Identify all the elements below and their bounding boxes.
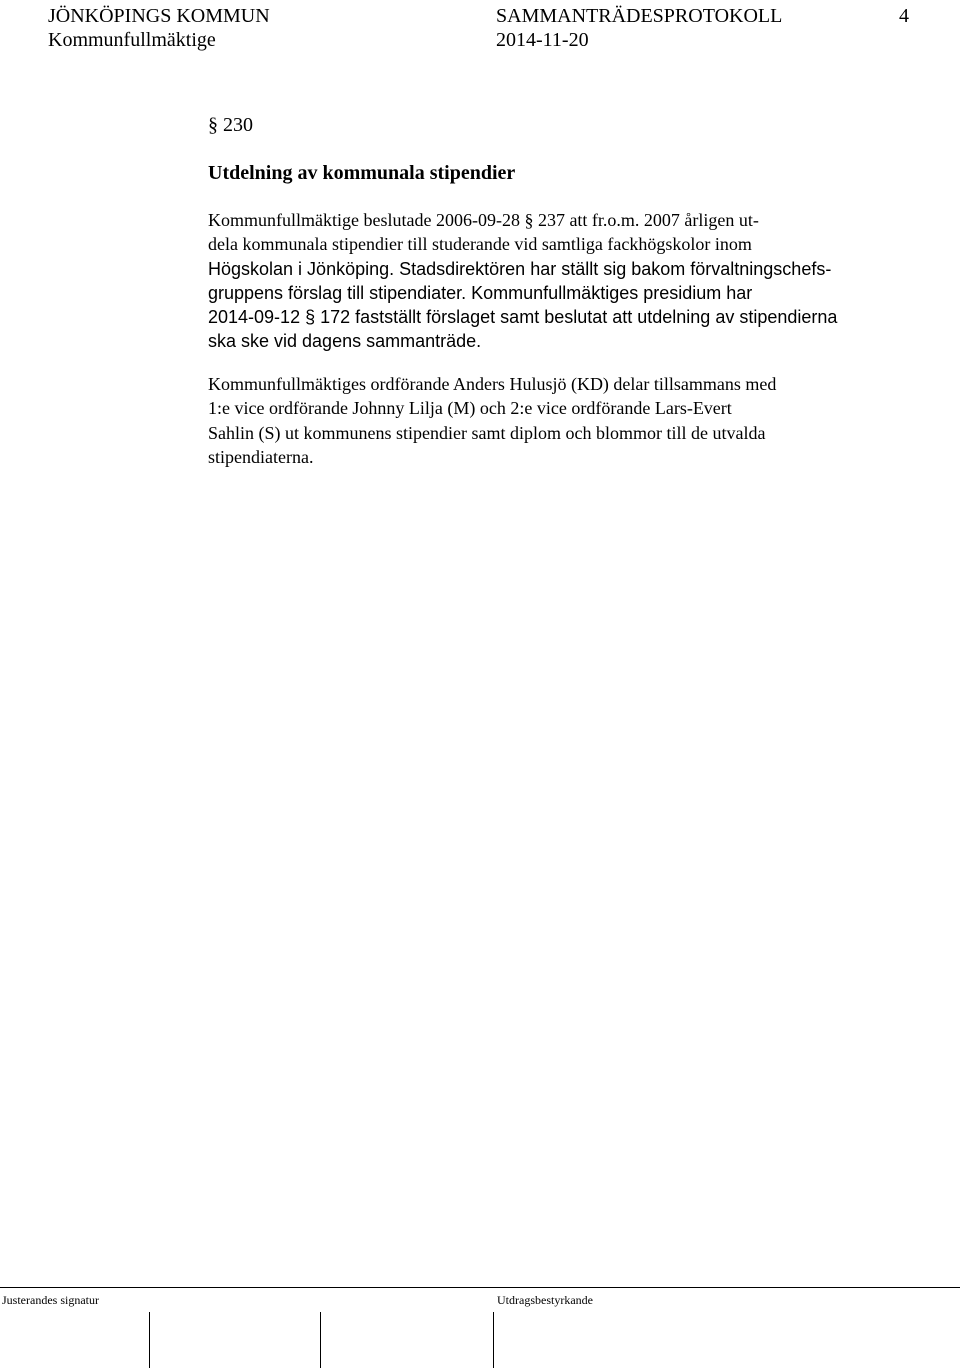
paragraph-line: Högskolan i Jönköping. Stadsdirektören har ställt sig bakom förvaltningschefs- bbox=[208, 258, 832, 279]
signature-label: Justerandes signatur bbox=[2, 1293, 99, 1307]
paragraph-line: 2014-09-12 § 172 fastställt förslaget samt beslutat att utdelning av stipendierna bbox=[208, 307, 838, 328]
signature-box-divider bbox=[149, 1312, 150, 1368]
extract-certification-label: Utdragsbestyrkande bbox=[497, 1293, 593, 1307]
section-symbol: § bbox=[208, 114, 218, 136]
paragraph-award-ceremony bbox=[208, 372, 888, 469]
section-number-value: 230 bbox=[223, 114, 253, 136]
body-name: Kommunfullmäktige bbox=[48, 29, 216, 51]
page-number: 4 bbox=[899, 5, 909, 27]
signature-box-divider bbox=[493, 1312, 494, 1368]
paragraph-line: 1:e vice ordförande Johnny Lilja (M) och 2:e vice ordförande Lars-Evert bbox=[208, 398, 732, 419]
meeting-date: 2014-11-20 bbox=[496, 29, 589, 51]
signature-box-divider bbox=[320, 1312, 321, 1368]
paragraph-decision-history bbox=[208, 208, 888, 354]
paragraph-line: dela kommunala stipendier till studerande vid samtliga fackhögskolor inom bbox=[208, 234, 752, 255]
document-type: SAMMANTRÄDESPROTOKOLL bbox=[496, 5, 783, 27]
paragraph-line: Kommunfullmäktiges ordförande Anders Hulusjö (KD) delar tillsammans med bbox=[208, 374, 777, 394]
paragraph-line: Kommunfullmäktige beslutade 2006-09-28 § 237 att fr.o.m. 2007 årligen ut- bbox=[208, 210, 759, 230]
section-title: Utdelning av kommunala stipendier bbox=[208, 162, 516, 184]
footer-divider bbox=[0, 1287, 960, 1288]
municipality-name: JÖNKÖPINGS KOMMUN bbox=[48, 5, 270, 27]
paragraph-line: Sahlin (S) ut kommunens stipendier samt diplom och blommor till de utvalda bbox=[208, 422, 766, 443]
paragraph-line: gruppens förslag till stipendiater. Kommunfullmäktiges presidium har bbox=[208, 282, 753, 303]
paragraph-line: ska ske vid dagens sammanträde. bbox=[208, 331, 482, 352]
section-number bbox=[208, 112, 253, 138]
paragraph-line: stipendiaterna. bbox=[208, 446, 314, 467]
